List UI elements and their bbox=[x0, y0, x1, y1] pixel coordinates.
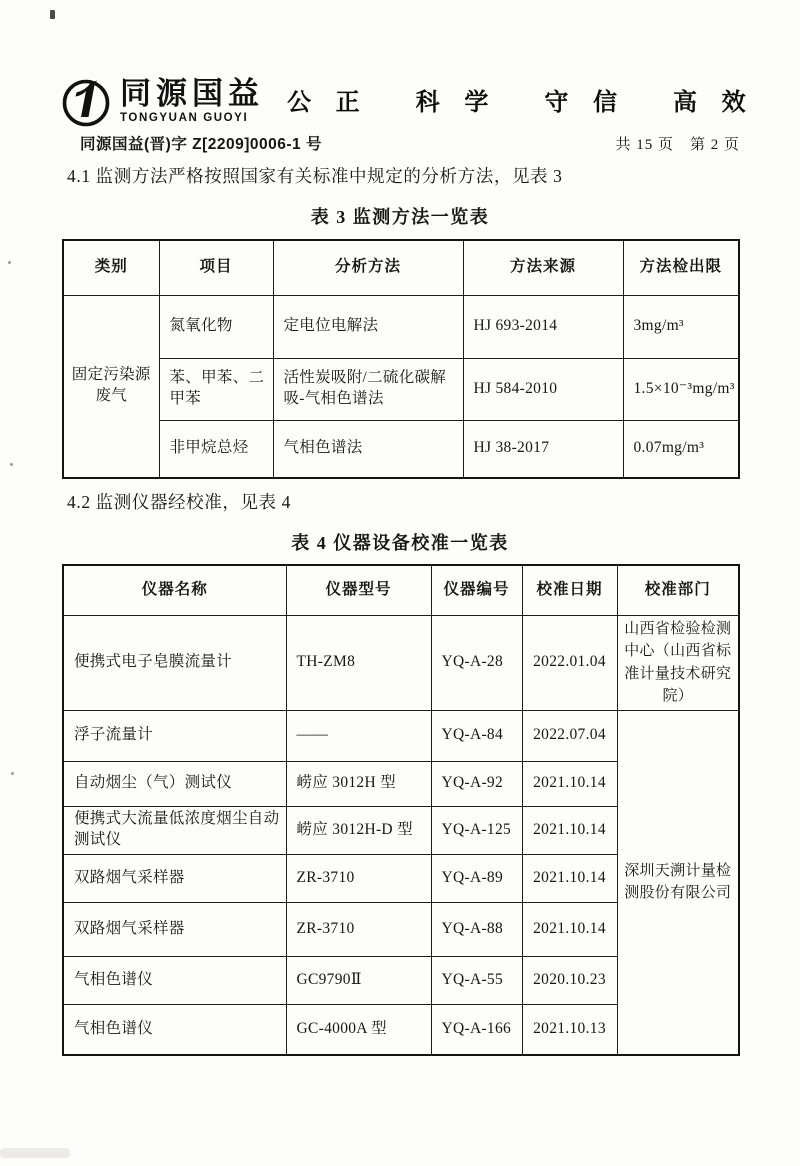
cell-item: 非甲烷总烃 bbox=[159, 420, 273, 478]
table-instrument-calibration bbox=[62, 564, 740, 1056]
slogan-word: 科 学 bbox=[415, 89, 498, 116]
company-logo bbox=[60, 76, 264, 128]
page-indicator bbox=[615, 133, 740, 154]
col-header-department: 校准部门 bbox=[617, 565, 739, 615]
cell-model: 崂应 3012H 型 bbox=[286, 761, 431, 806]
table-row bbox=[63, 710, 739, 761]
cell-item: 苯、甲苯、二甲苯 bbox=[159, 358, 273, 420]
cell-date: 2022.07.04 bbox=[522, 710, 617, 761]
cell-serial: YQ-A-125 bbox=[431, 806, 522, 854]
cell-serial: YQ-A-28 bbox=[431, 615, 522, 710]
cell-serial: YQ-A-166 bbox=[431, 1004, 522, 1055]
cell-model: 崂应 3012H-D 型 bbox=[286, 806, 431, 854]
cell-date: 2021.10.14 bbox=[522, 761, 617, 806]
cell-model: ZR-3710 bbox=[286, 902, 431, 956]
table-row bbox=[63, 615, 739, 710]
cell-serial: YQ-A-92 bbox=[431, 761, 522, 806]
scan-artifact bbox=[0, 1148, 70, 1158]
cell-model: —— bbox=[286, 710, 431, 761]
table-row bbox=[63, 358, 739, 420]
table-header-row bbox=[63, 565, 739, 615]
cell-model: GC-4000A 型 bbox=[286, 1004, 431, 1055]
cell-date: 2020.10.23 bbox=[522, 956, 617, 1004]
cell-serial: YQ-A-88 bbox=[431, 902, 522, 956]
logo-name-cn: 同源国益 bbox=[120, 76, 264, 111]
cell-source: HJ 584-2010 bbox=[463, 358, 623, 420]
slogan-word: 守 信 bbox=[544, 89, 627, 116]
section-4-2-text: 4.2 监测仪器经校准，见表 4 bbox=[67, 492, 291, 512]
table3-title: 表 3 监测方法一览表 bbox=[310, 207, 490, 227]
scan-artifact bbox=[11, 772, 14, 775]
cell-department-merged: 深圳天溯计量检测股份有限公司 bbox=[617, 710, 739, 1055]
cell-method: 活性炭吸附/二硫化碳解吸-气相色谱法 bbox=[273, 358, 463, 420]
scan-artifact bbox=[8, 261, 11, 264]
table-row bbox=[63, 295, 739, 358]
cell-item: 氮氧化物 bbox=[159, 295, 273, 358]
cell-method: 气相色谱法 bbox=[273, 420, 463, 478]
slogan-word: 高 效 bbox=[673, 89, 755, 116]
cell-source: HJ 693-2014 bbox=[463, 295, 623, 358]
cell-serial: YQ-A-55 bbox=[431, 956, 522, 1004]
col-header-instrument: 仪器名称 bbox=[63, 565, 286, 615]
col-header-model: 仪器型号 bbox=[286, 565, 431, 615]
cell-instrument: 自动烟尘（气）测试仪 bbox=[63, 761, 286, 806]
page-current: 第 2 页 bbox=[689, 137, 740, 153]
col-header-item: 项目 bbox=[159, 240, 273, 295]
document-meta-line bbox=[80, 132, 740, 154]
cell-model: GC9790Ⅱ bbox=[286, 956, 431, 1004]
cell-serial: YQ-A-89 bbox=[431, 854, 522, 902]
scan-artifact bbox=[50, 10, 55, 19]
cell-date: 2021.10.14 bbox=[522, 854, 617, 902]
table-header-row bbox=[63, 240, 739, 295]
cell-limit: 1.5×10⁻³mg/m³ bbox=[623, 358, 739, 420]
cell-category: 固定污染源废气 bbox=[63, 295, 159, 478]
slogan-word: 公 正 bbox=[287, 89, 369, 116]
table-row bbox=[63, 420, 739, 478]
cell-instrument: 气相色谱仪 bbox=[63, 956, 286, 1004]
cell-department: 山西省检验检测中心（山西省标准计量技术研究院） bbox=[617, 615, 739, 710]
col-header-date: 校准日期 bbox=[522, 565, 617, 615]
cell-instrument: 气相色谱仪 bbox=[63, 1004, 286, 1055]
cell-instrument: 浮子流量计 bbox=[63, 710, 286, 761]
col-header-category: 类别 bbox=[63, 240, 159, 295]
cell-instrument: 双路烟气采样器 bbox=[63, 902, 286, 956]
cell-limit: 3mg/m³ bbox=[623, 295, 739, 358]
section-4-1-text: 4.1 监测方法严格按照国家有关标准中规定的分析方法，见表 3 bbox=[67, 166, 563, 186]
col-header-limit: 方法检出限 bbox=[623, 240, 739, 295]
cell-model: ZR-3710 bbox=[286, 854, 431, 902]
table4-title: 表 4 仪器设备校准一览表 bbox=[291, 533, 509, 553]
logo-name-en: TONGYUAN GUOYI bbox=[120, 112, 249, 124]
cell-instrument: 便携式电子皂膜流量计 bbox=[63, 615, 286, 710]
cell-serial: YQ-A-84 bbox=[431, 710, 522, 761]
scan-artifact bbox=[10, 463, 13, 466]
cell-instrument: 双路烟气采样器 bbox=[63, 854, 286, 902]
cell-date: 2021.10.14 bbox=[522, 902, 617, 956]
cell-date: 2021.10.13 bbox=[522, 1004, 617, 1055]
table-monitoring-methods bbox=[62, 239, 740, 479]
page-total: 共 15 页 bbox=[615, 137, 674, 153]
cell-date: 2022.01.04 bbox=[522, 615, 617, 710]
company-slogan bbox=[287, 82, 755, 117]
cell-date: 2021.10.14 bbox=[522, 806, 617, 854]
cell-model: TH-ZM8 bbox=[286, 615, 431, 710]
col-header-source: 方法来源 bbox=[463, 240, 623, 295]
cell-instrument: 便携式大流量低浓度烟尘自动测试仪 bbox=[63, 806, 286, 854]
cell-method: 定电位电解法 bbox=[273, 295, 463, 358]
col-header-method: 分析方法 bbox=[273, 240, 463, 295]
logo-icon bbox=[60, 76, 112, 128]
cell-source: HJ 38-2017 bbox=[463, 420, 623, 478]
col-header-serial: 仪器编号 bbox=[431, 565, 522, 615]
cell-limit: 0.07mg/m³ bbox=[623, 420, 739, 478]
document-number: 同源国益(晋)字 Z[2209]0006-1 号 bbox=[80, 136, 322, 153]
